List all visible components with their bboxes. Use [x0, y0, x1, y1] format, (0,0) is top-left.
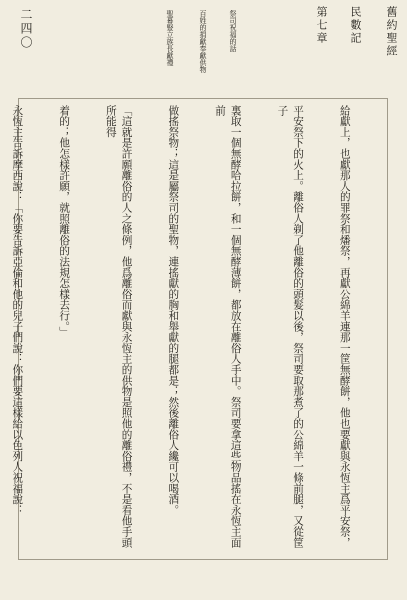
text-column: 永恆主告訴摩西說：「你要告訴亞倫和他的兒子們說：你們要這樣給以色列人祝福說： [11, 105, 24, 516]
body-text [11, 99, 387, 559]
chapter-label-book: 民數記 [349, 6, 362, 45]
sidenote-3: 聖幕豎立族長獻禮 [166, 10, 174, 66]
text-column: 裏取一個無酵哈拉餅，和一個無酵薄餅，都放在離俗人手中。祭司要拿這些物品搖在永恆主面前 [214, 105, 242, 548]
text-column: 做搖祭物；這是屬祭司的聖物，連搖獻的胸和舉獻的腿都是；然後離俗人纔可以喝酒。 [167, 105, 180, 516]
book-title: 舊約聖經 [385, 6, 398, 58]
text-column: 「這就是許願離俗的人之條例，他爲離俗而獻與永恆主的供物是照他的離俗禮，不是看他手頭所能得 [104, 105, 133, 548]
text-column: 給獻上，也獻那人的罪祭和燔祭，再獻公綿羊連那一筐無酵餅，他也要獻與永恆主爲平安祭， [338, 105, 351, 548]
text-column: 着的；他怎樣許願，就照離俗的法規怎樣去行。」 [58, 105, 71, 338]
chapter-number: 第七章 [315, 6, 328, 45]
sidenote-2: 百姓的捐獻奉獻供物 [199, 10, 207, 73]
sidenote-1: 祭司祝福的話 [229, 10, 237, 52]
text-column: 平安祭下的火上。離俗人剃了他離俗的頭髮以後，祭司要取那煮了的公綿羊一條前腿，又從筐子 [276, 105, 305, 548]
text-frame [11, 98, 388, 560]
page-number: 二四〇 [19, 8, 33, 50]
